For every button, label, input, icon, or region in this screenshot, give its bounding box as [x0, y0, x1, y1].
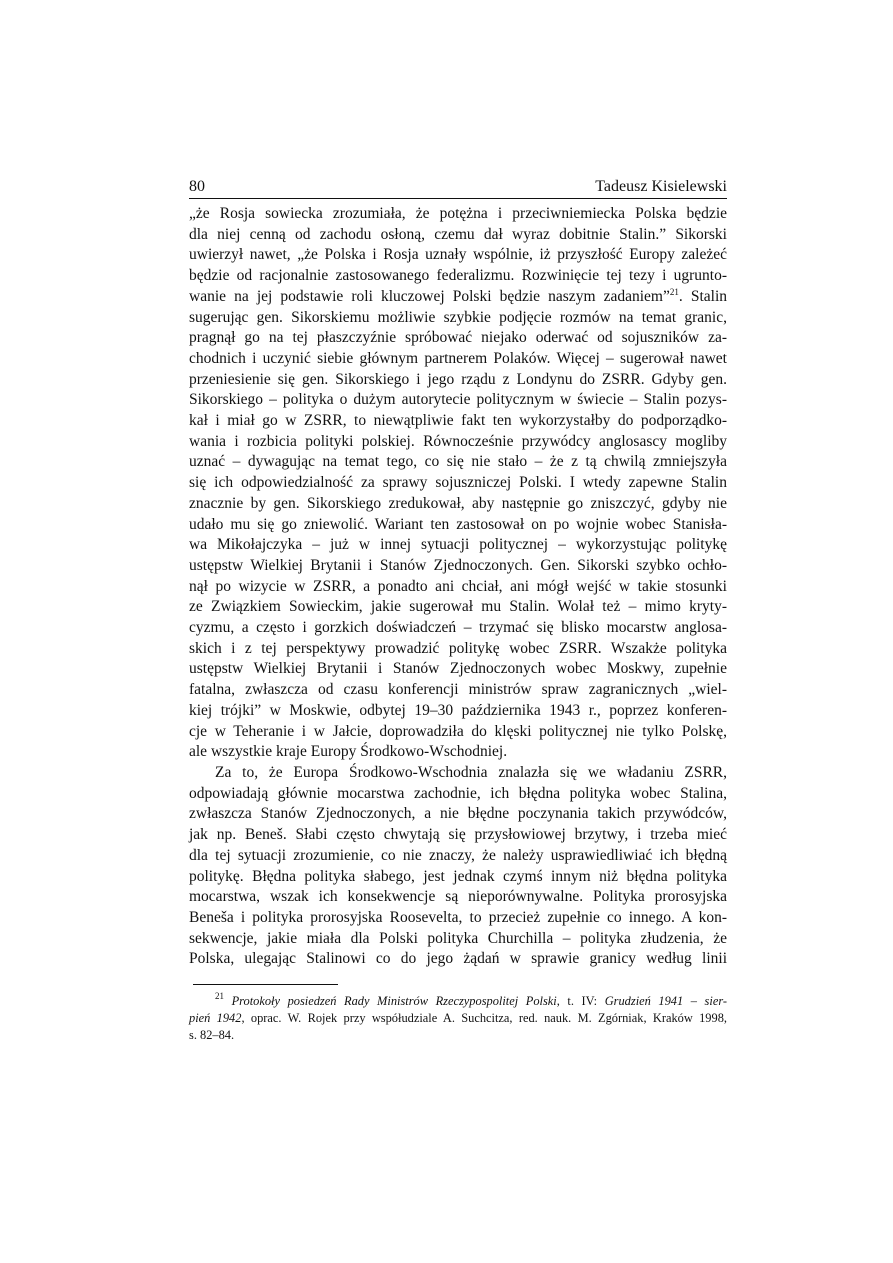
- text-line: ustępstw Wielkiej Brytanii i Stanów Zjednoczonych wobec Moskwy, zupełnie: [189, 660, 727, 678]
- footnote-line: [189, 1010, 727, 1027]
- text-line: sekwencje, jakie miała dla Polski polityka Churchilla – polityka złudzenia, że: [189, 929, 727, 947]
- footnote-title: Protokoły posiedzeń Rady Ministrów Rzeczypospolitej Polski: [231, 994, 557, 1009]
- text-line: cyzmu, a często i gorzkich doświadczeń – trzymać się blisko mocarstw anglosa-: [189, 619, 727, 637]
- text-line: ustępstw Wielkiej Brytanii i Stanów Zjednoczonych. Gen. Sikorski szybko ochło-: [189, 556, 727, 574]
- footnote-reference: 21: [669, 286, 679, 297]
- footnote-volume: pień 1942: [189, 1011, 242, 1026]
- text-line: skich i z tej perspektywy prowadzić politykę wobec ZSRR. Wszakże polityka: [189, 639, 727, 657]
- author-name: Tadeusz Kisielewski: [595, 178, 727, 195]
- text-line: pragnął go na tej płaszczyźnie spróbować niejako oderwać od sojuszników za-: [189, 329, 727, 347]
- text-line-part: wanie na jej podstawie roli kluczowej Polski będzie naszym zadaniem”: [189, 287, 670, 305]
- footnote-text: , t. IV:: [556, 994, 605, 1009]
- footnote: [189, 993, 727, 1044]
- text-line: jak np. Beneš. Słabi często chwytają się przysłowiowej brzytwy, i trzeba mieć: [189, 826, 727, 844]
- text-line: dla niej cenną od zachodu osłoną, czemu dał wyraz dobitnie Stalin.” Sikorski: [189, 225, 727, 243]
- footnote-divider: [193, 984, 338, 985]
- text-line: uznać – dywagując na temat tego, co się nie stało – że z tą chwilą zmniejszyła: [189, 453, 727, 471]
- text-line-part: . Stalin: [678, 287, 727, 305]
- text-line: znacznie by gen. Sikorskiego zredukował, aby następnie go zniszczyć, gdyby nie: [189, 494, 727, 512]
- text-line: udało mu się go zniewolić. Wariant ten zastosował on po wojnie wobec Stanisła-: [189, 515, 727, 533]
- text-line: politykę. Błędna polityka słabego, jest jednak czymś innym niż błędna polityka: [189, 867, 727, 885]
- text-line: kiej trójki” w Moskwie, odbytej 19–30 października 1943 r., poprzez konferen-: [189, 701, 727, 719]
- text-line: nął po wizycie w ZSRR, a ponadto ani chciał, ani mógł wejść w takie stosunki: [189, 577, 727, 595]
- text-line: uwierzył nawet, „że Polska i Rosja uznały wspólnie, iż przyszłość Europy zależeć: [189, 246, 727, 264]
- text-line: mocarstwa, wszak ich konsekwencje są nieporównywalne. Polityka prorosyjska: [189, 888, 727, 906]
- text-line: kał i miał go w ZSRR, to niewątpliwie fakt ten wykorzystałby do podporządko-: [189, 412, 727, 430]
- body-text: [189, 204, 727, 970]
- text-line: zwłaszcza Stanów Zjednoczonych, a nie błędne poczynania takich przywódców,: [189, 805, 727, 823]
- text-line: Beneša i polityka prorosyjska Roosevelta, to przecież zupełnie co innego. A kon-: [189, 908, 727, 926]
- text-line: wa Mikołajczyka – już w innej sytuacji politycznej – wykorzystując politykę: [189, 536, 727, 554]
- running-header: [189, 178, 727, 199]
- text-line: cje w Teheranie i w Jałcie, doprowadziła do klęski politycznej nie tylko Polskę,: [189, 722, 727, 740]
- text-line: sugerując gen. Sikorskiemu możliwie szybkie podjęcie rozmów na temat granic,: [189, 308, 727, 326]
- footnote-line: s. 82–84.: [189, 1028, 235, 1043]
- text-line: Za to, że Europa Środkowo-Wschodnia znalazła się we władaniu ZSRR,: [215, 763, 727, 781]
- text-line: dla tej sytuacji zrozumienie, co nie znaczy, że należy usprawiedliwiać ich błędną: [189, 846, 727, 864]
- text-line: Sikorskiego – polityka o dużym autorytecie politycznym w świecie – Stalin pozys-: [189, 391, 727, 409]
- footnote-volume: Grudzień 1941 – sier-: [604, 994, 728, 1009]
- footnote-number: 21: [215, 991, 224, 1002]
- footnote-line: [189, 993, 727, 1010]
- text-line: odpowiadają głównie mocarstwa zachodnie, ich błędna polityka wobec Stalina,: [189, 784, 727, 802]
- text-line: wania i rozbicia polityki polskiej. Równocześnie przywódcy anglosascy mogliby: [189, 432, 727, 450]
- footnote-text: , oprac. W. Rojek przy współudziale A. Suchcitza, red. nauk. M. Zgórniak, Kraków 1998,: [241, 1011, 727, 1026]
- text-line: się ich odpowiedzialność za sprawy sojuszniczej Polski. I wtedy zapewne Stalin: [189, 474, 727, 492]
- text-line: ale wszystkie kraje Europy Środkowo-Wschodniej.: [189, 743, 508, 761]
- text-line: będzie od racjonalnie zastosowanego federalizmu. Rozwinięcie tej tezy i ugrunto-: [189, 267, 727, 285]
- text-line: „że Rosja sowiecka zrozumiała, że potężna i przeciwniemiecka Polska będzie: [189, 205, 727, 222]
- text-line: Polska, ulegając Stalinowi co do jego żądań w sprawie granicy według linii: [189, 950, 727, 968]
- text-line-with-footnote-ref: [189, 287, 727, 308]
- page-number: 80: [189, 178, 205, 195]
- text-line: przeniesienie się gen. Sikorskiego i jego rządu z Londynu do ZSRR. Gdyby gen.: [189, 370, 727, 388]
- text-line: chodnich i uczynić siebie głównym partnerem Polaków. Więcej – sugerował nawet: [189, 349, 727, 367]
- text-line: fatalna, zwłaszcza od czasu konferencji ministrów spraw zagranicznych „wiel-: [189, 681, 727, 699]
- text-line: ze Związkiem Sowieckim, jakie sugerował mu Stalin. Wolał też – mimo kryty-: [189, 598, 727, 616]
- book-page: [189, 178, 727, 1044]
